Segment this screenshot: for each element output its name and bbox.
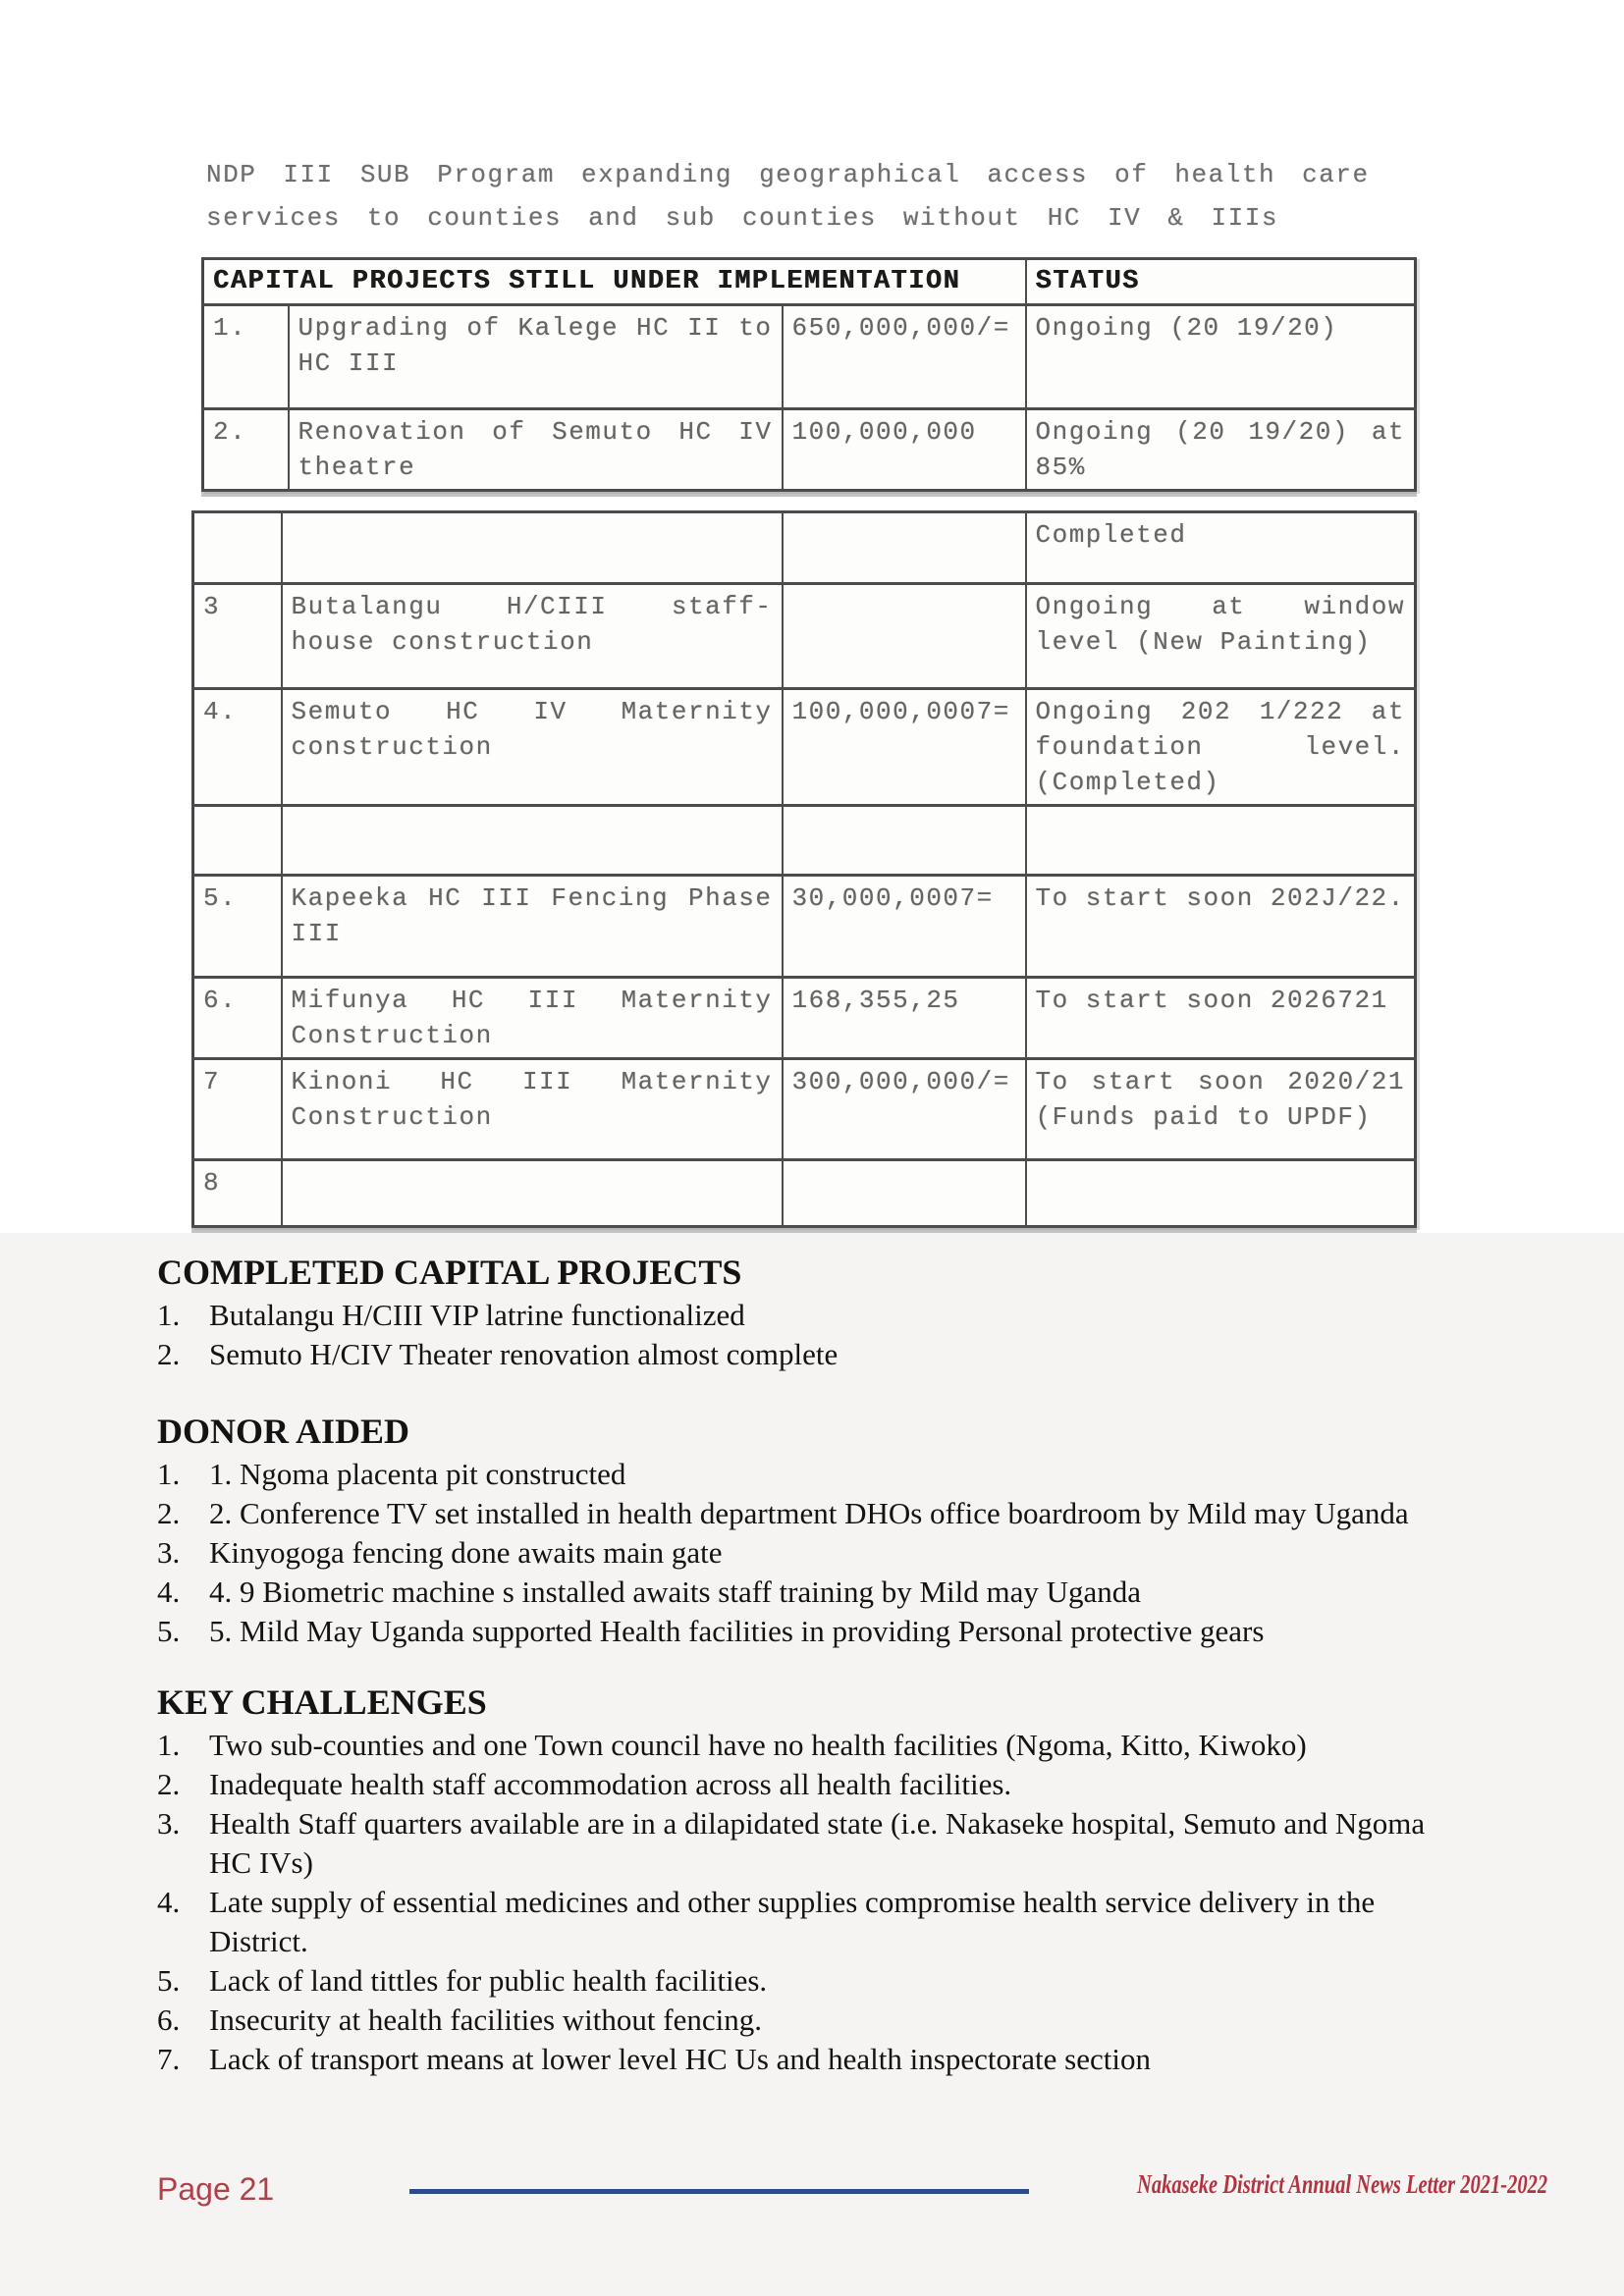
- table-row: [193, 876, 1416, 978]
- list-number: 4.: [157, 1575, 181, 1609]
- cell-status: To start soon 2020/21 (Funds paid to UPDF): [1026, 1059, 1416, 1160]
- table-row: [193, 1160, 1416, 1227]
- cell-project: [282, 806, 783, 876]
- list-number: 7.: [157, 2042, 181, 2076]
- list-item: [157, 1455, 1467, 1494]
- cell-no: [193, 512, 282, 584]
- page-number-label: Page 21: [157, 2171, 275, 2207]
- cell-amount: 30,000,0007=: [783, 876, 1026, 978]
- cell-amount: [783, 512, 1026, 584]
- list-text: Butalangu H/CIII VIP latrine functionalized: [209, 1298, 745, 1332]
- cell-amount: [783, 806, 1026, 876]
- cell-no: 6.: [193, 978, 282, 1059]
- cell-amount: 300,000,000/=: [783, 1059, 1026, 1160]
- list-item: [157, 1296, 1467, 1335]
- list-text: Lack of transport means at lower level HC Us and health inspectorate section: [209, 2042, 1151, 2076]
- intro-line-2: services to counties and sub counties without HC IV & IIIs: [206, 203, 1278, 233]
- cell-status: Ongoing (20 19/20): [1026, 305, 1416, 409]
- cell-project: Kapeeka HC III Fencing Phase III: [282, 876, 783, 978]
- list-number: 3.: [157, 1806, 181, 1841]
- cell-status: Ongoing 202 1/222 at foundation level. (Completed): [1026, 689, 1416, 806]
- list-number: 1.: [157, 1457, 181, 1491]
- list-text: Insecurity at health facilities without fencing.: [209, 2002, 762, 2037]
- newsletter-title: Nakaseke District Annual News Letter 2021-2022: [1137, 2169, 1548, 2199]
- list-item: [157, 2040, 1467, 2079]
- list-item: [157, 1726, 1467, 1765]
- list-item: [157, 1533, 1467, 1573]
- list-item: [157, 1612, 1467, 1651]
- cell-status: [1026, 806, 1416, 876]
- printed-text-band: [0, 1233, 1624, 2296]
- section-heading-challenges: KEY CHALLENGES: [157, 1682, 487, 1722]
- list-text: Kinyogoga fencing done awaits main gate: [209, 1535, 723, 1570]
- table-row: [193, 806, 1416, 876]
- section-heading-completed: COMPLETED CAPITAL PROJECTS: [157, 1253, 742, 1292]
- list-text: Semuto H/CIV Theater renovation almost complete: [209, 1337, 839, 1371]
- cell-status: Completed: [1026, 512, 1416, 584]
- table-row: [193, 584, 1416, 689]
- list-text: 4. 9 Biometric machine s installed awaits staff training by Mild may Uganda: [209, 1575, 1142, 1609]
- list-item: [157, 1335, 1467, 1374]
- list-number: 6.: [157, 2002, 181, 2037]
- table-row: [203, 409, 1416, 491]
- cell-project: [282, 1160, 783, 1227]
- cell-amount: [783, 1160, 1026, 1227]
- cell-project: [282, 512, 783, 584]
- table-row: [193, 512, 1416, 584]
- list-text: 1. Ngoma placenta pit constructed: [209, 1457, 626, 1491]
- cell-amount: 168,355,25: [783, 978, 1026, 1059]
- list-item: [157, 1883, 1467, 1961]
- column-header-projects: CAPITAL PROJECTS STILL UNDER IMPLEMENTATION: [203, 259, 1026, 305]
- table-row: [203, 305, 1416, 409]
- cell-no: 3: [193, 584, 282, 689]
- list-number: 4.: [157, 1885, 181, 1919]
- cell-status: To start soon 202J/22.: [1026, 876, 1416, 978]
- list-number: 2.: [157, 1496, 181, 1530]
- cell-project: Upgrading of Kalege HC II to HC III: [289, 305, 783, 409]
- cell-project: Renovation of Semuto HC IV theatre: [289, 409, 783, 491]
- table-row: [193, 978, 1416, 1059]
- cell-project: Semuto HC IV Maternity construction: [282, 689, 783, 806]
- cell-amount: 650,000,000/=: [783, 305, 1026, 409]
- list-item: [157, 2001, 1467, 2040]
- table-row: [193, 1059, 1416, 1160]
- capital-projects-table: [201, 257, 1417, 492]
- list-item: [157, 1573, 1467, 1612]
- cell-no: 2.: [203, 409, 289, 491]
- list-text: Late supply of essential medicines and other supplies compromise health service delivery in the District.: [209, 1885, 1376, 1958]
- list-item: [157, 1804, 1467, 1883]
- list-number: 3.: [157, 1535, 181, 1570]
- table-header-row: [203, 259, 1416, 305]
- cell-no: 8: [193, 1160, 282, 1227]
- cell-no: 7: [193, 1059, 282, 1160]
- list-number: 1.: [157, 1298, 181, 1332]
- cell-project: Mifunya HC III Maternity Construction: [282, 978, 783, 1059]
- list-text: 5. Mild May Uganda supported Health facilities in providing Personal protective gears: [209, 1614, 1265, 1648]
- list-text: Lack of land tittles for public health facilities.: [209, 1963, 768, 1998]
- section-heading-donor: DONOR AIDED: [157, 1412, 410, 1451]
- list-number: 2.: [157, 1767, 181, 1801]
- page-content: [157, 1233, 1467, 2079]
- list-item: [157, 1961, 1467, 2001]
- cell-status: [1026, 1160, 1416, 1227]
- list-text: 2. Conference TV set installed in health department DHOs office boardroom by Mild may Uganda: [209, 1496, 1409, 1530]
- cell-status: Ongoing at window level (New Painting): [1026, 584, 1416, 689]
- column-header-status: STATUS: [1026, 259, 1416, 305]
- list-number: 5.: [157, 1614, 181, 1648]
- cell-project: Butalangu H/CIII staff- house construction: [282, 584, 783, 689]
- cell-no: [193, 806, 282, 876]
- list-number: 5.: [157, 1963, 181, 1998]
- cell-no: 1.: [203, 305, 289, 409]
- list-text: Health Staff quarters available are in a dilapidated state (i.e. Nakaseke hospital, Semuto and Ngoma HC IVs): [209, 1806, 1426, 1880]
- list-item: [157, 1765, 1467, 1804]
- cell-amount: [783, 584, 1026, 689]
- intro-line-1: NDP III SUB Program expanding geographical access of health care: [206, 160, 1370, 189]
- table-row: [193, 689, 1416, 806]
- cell-amount: 100,000,000: [783, 409, 1026, 491]
- cell-no: 4.: [193, 689, 282, 806]
- list-number: 1.: [157, 1728, 181, 1762]
- footer-accent-line: [409, 2189, 1029, 2194]
- cell-project: Kinoni HC III Maternity Construction: [282, 1059, 783, 1160]
- capital-projects-table-continued: [191, 510, 1417, 1228]
- list-text: Inadequate health staff accommodation across all health facilities.: [209, 1767, 1012, 1801]
- cell-status: To start soon 2026721: [1026, 978, 1416, 1059]
- list-text: Two sub-counties and one Town council have no health facilities (Ngoma, Kitto, Kiwoko): [209, 1728, 1307, 1762]
- list-number: 2.: [157, 1337, 181, 1371]
- cell-amount: 100,000,0007=: [783, 689, 1026, 806]
- cell-status: Ongoing (20 19/20) at 85%: [1026, 409, 1416, 491]
- cell-no: 5.: [193, 876, 282, 978]
- intro-text: [206, 153, 1370, 240]
- list-item: [157, 1494, 1467, 1533]
